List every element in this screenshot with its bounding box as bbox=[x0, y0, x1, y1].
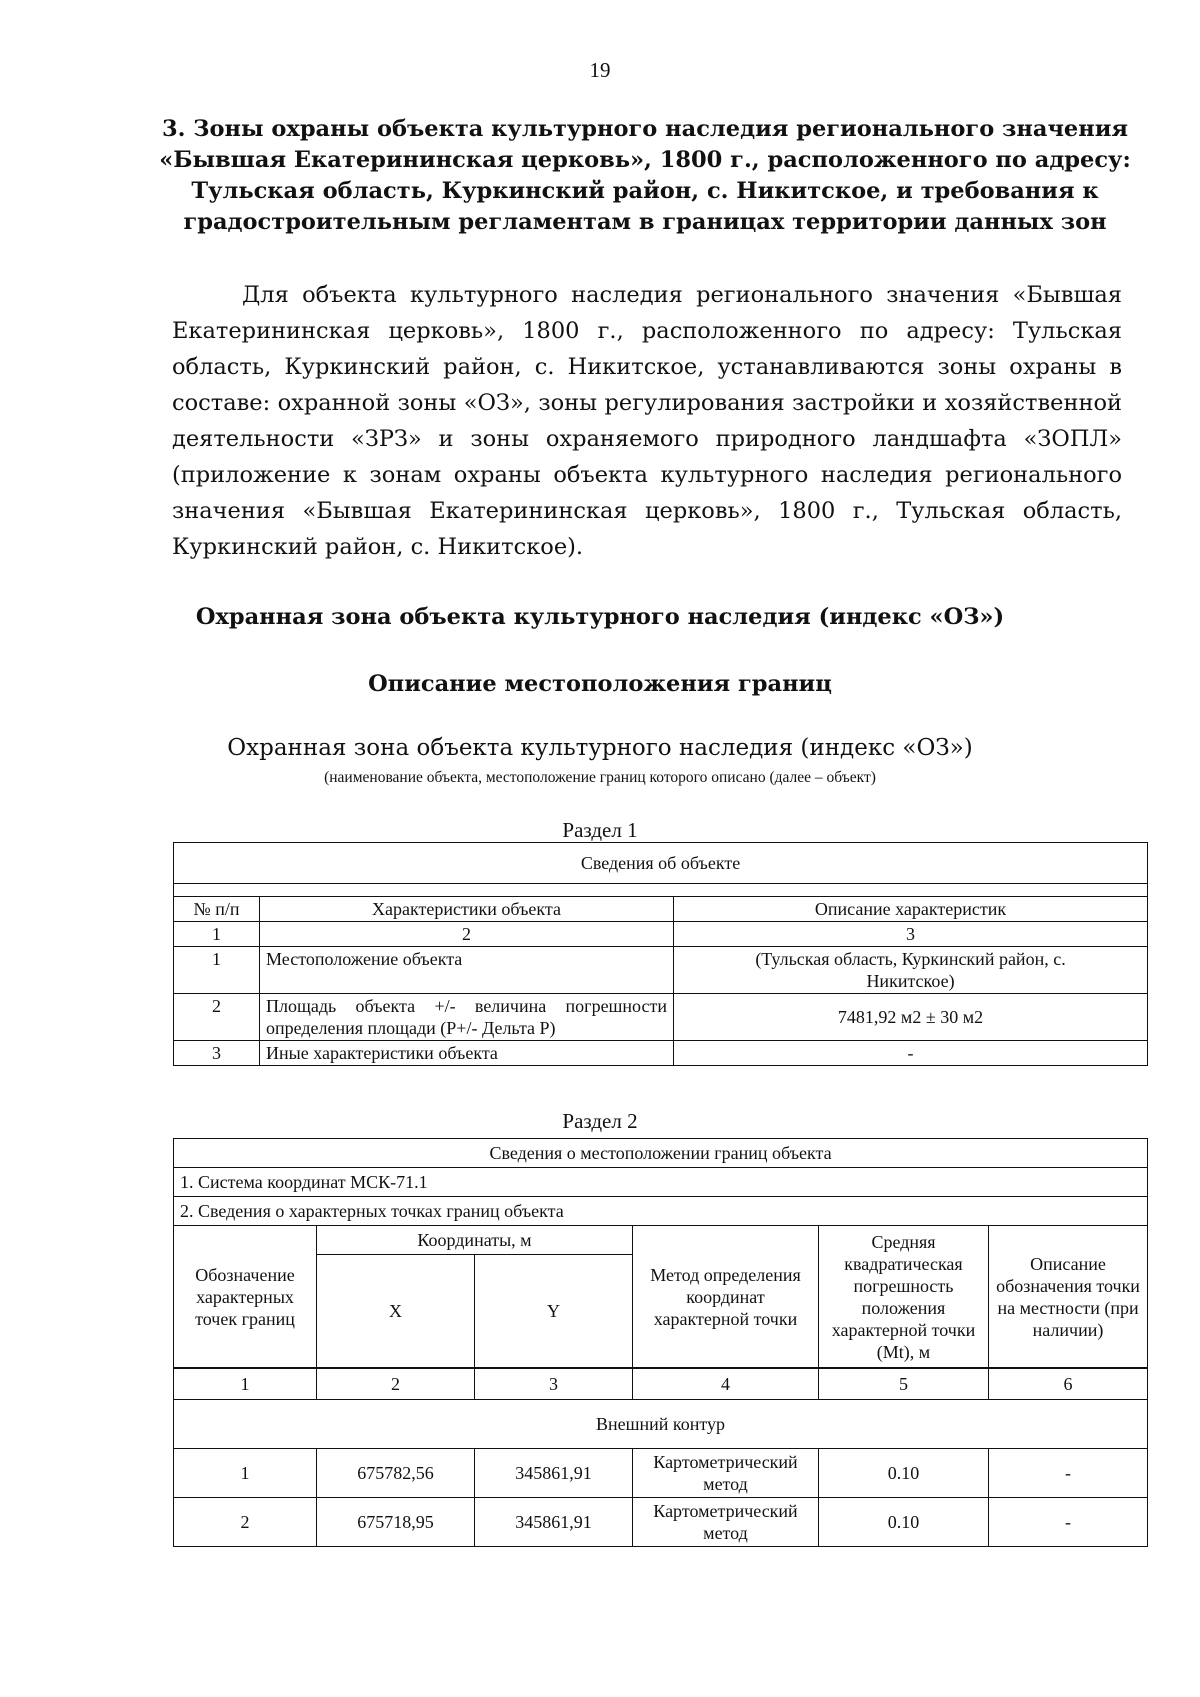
column-number: 1 bbox=[174, 922, 260, 947]
table-row bbox=[174, 1449, 1148, 1498]
row-number: 3 bbox=[174, 1041, 260, 1066]
point-number: 1 bbox=[174, 1449, 317, 1498]
zone-heading: Охранная зона объекта культурного наследия (индекс «ОЗ») bbox=[195, 604, 1005, 630]
description-heading: Описание местоположения границ bbox=[368, 671, 832, 697]
coordinate-system: 1. Система координат МСК-71.1 bbox=[174, 1168, 1148, 1197]
boundary-points-table bbox=[173, 1138, 1148, 1547]
column-number: 5 bbox=[819, 1368, 989, 1400]
body-paragraph: Для объекта культурного наследия регионального значения «Бывшая Екатерининская церковь», 1800 г., расположенного по адресу: Тульская область, Куркинский район, с. Никитское, устанавливаются зоны охраны в составе: охранной зоны «ОЗ», зоны регулирования застройки и хозяйственной деятельности «ЗРЗ» и зоны охраняемого природного ландшафта «ЗОПЛ» (приложение к зонам охраны объекта культурного наследия регионального значения «Бывшая Екатерининская церковь», 1800 г., Тульская область, Куркинский район, с. Никитское). bbox=[172, 282, 1122, 560]
row-number: 1 bbox=[174, 947, 260, 994]
point-description: - bbox=[989, 1449, 1148, 1498]
row-number: 2 bbox=[174, 994, 260, 1041]
row-characteristic: Местоположение объекта bbox=[260, 947, 674, 994]
table-row bbox=[174, 947, 1148, 994]
object-name: Охранная зона объекта культурного наследия (индекс «ОЗ») bbox=[227, 735, 973, 761]
table-row bbox=[174, 994, 1148, 1041]
table-spacer-row bbox=[174, 884, 1148, 897]
point-description: - bbox=[989, 1498, 1148, 1547]
header-y: Y bbox=[475, 1255, 633, 1369]
table-number-row bbox=[174, 1368, 1148, 1400]
row-characteristic: Иные характеристики объекта bbox=[260, 1041, 674, 1066]
header-designation: Обозначение характерных точек границ bbox=[174, 1226, 317, 1369]
header-number: № п/п bbox=[174, 897, 260, 922]
point-x: 675718,95 bbox=[317, 1498, 475, 1547]
point-y: 345861,91 bbox=[475, 1449, 633, 1498]
page-number: 19 bbox=[589, 58, 611, 82]
point-method: Картометрический метод bbox=[633, 1498, 819, 1547]
table-caption: Сведения о местоположении границ объекта bbox=[174, 1139, 1148, 1168]
point-method: Картометрический метод bbox=[633, 1449, 819, 1498]
header-coordinates: Координаты, м bbox=[317, 1226, 633, 1255]
points-caption-row bbox=[174, 1197, 1148, 1226]
column-number: 3 bbox=[475, 1368, 633, 1400]
header-method: Метод определения координат характерной точки bbox=[633, 1226, 819, 1369]
header-point-description: Описание обозначения точки на местности (при наличии) bbox=[989, 1226, 1148, 1369]
table-row bbox=[174, 1041, 1148, 1066]
row-value: - bbox=[674, 1041, 1148, 1066]
header-characteristic: Характеристики объекта bbox=[260, 897, 674, 922]
header-description: Описание характеристик bbox=[674, 897, 1148, 922]
table-number-row bbox=[174, 922, 1148, 947]
section1-label: Раздел 1 bbox=[562, 818, 638, 842]
header-error: Средняя квадратическая погрешность положения характерной точки (Мt), м bbox=[819, 1226, 989, 1369]
table-header-row bbox=[174, 1226, 1148, 1255]
column-number: 2 bbox=[260, 922, 674, 947]
object-info-table bbox=[173, 842, 1148, 1066]
point-error: 0.10 bbox=[819, 1449, 989, 1498]
header-x: X bbox=[317, 1255, 475, 1369]
column-number: 3 bbox=[674, 922, 1148, 947]
point-error: 0.10 bbox=[819, 1498, 989, 1547]
table-caption: Сведения об объекте bbox=[174, 843, 1148, 884]
row-value: 7481,92 м2 ± 30 м2 bbox=[674, 994, 1148, 1041]
table-caption-row bbox=[174, 843, 1148, 884]
table-row bbox=[174, 1498, 1148, 1547]
column-number: 4 bbox=[633, 1368, 819, 1400]
points-caption: 2. Сведения о характерных точках границ объекта bbox=[174, 1197, 1148, 1226]
contour-label: Внешний контур bbox=[174, 1400, 1148, 1449]
table-caption-row bbox=[174, 1139, 1148, 1168]
column-number: 2 bbox=[317, 1368, 475, 1400]
object-note: (наименование объекта, местоположение границ которого описано (далее – объект) bbox=[324, 769, 876, 786]
section-title: 3. Зоны охраны объекта культурного наследия регионального значения «Бывшая Екатерининская церковь», 1800 г., расположенного по адресу: Тульская область, Куркинский район, с. Никитское, и требования к градостроительным регламентам в границах территории данных зон bbox=[159, 116, 1131, 235]
column-number: 1 bbox=[174, 1368, 317, 1400]
row-characteristic: Площадь объекта +/- величина погрешности определения площади (Р+/- Дельта Р) bbox=[260, 994, 674, 1041]
table-spacer bbox=[174, 884, 1148, 897]
column-number: 6 bbox=[989, 1368, 1148, 1400]
point-y: 345861,91 bbox=[475, 1498, 633, 1547]
table-header-row bbox=[174, 897, 1148, 922]
point-number: 2 bbox=[174, 1498, 317, 1547]
row-value: (Тульская область, Куркинский район, с. Никитское) bbox=[674, 947, 1148, 994]
coordinate-system-row bbox=[174, 1168, 1148, 1197]
section2-label: Раздел 2 bbox=[562, 1109, 638, 1133]
point-x: 675782,56 bbox=[317, 1449, 475, 1498]
contour-row bbox=[174, 1400, 1148, 1449]
